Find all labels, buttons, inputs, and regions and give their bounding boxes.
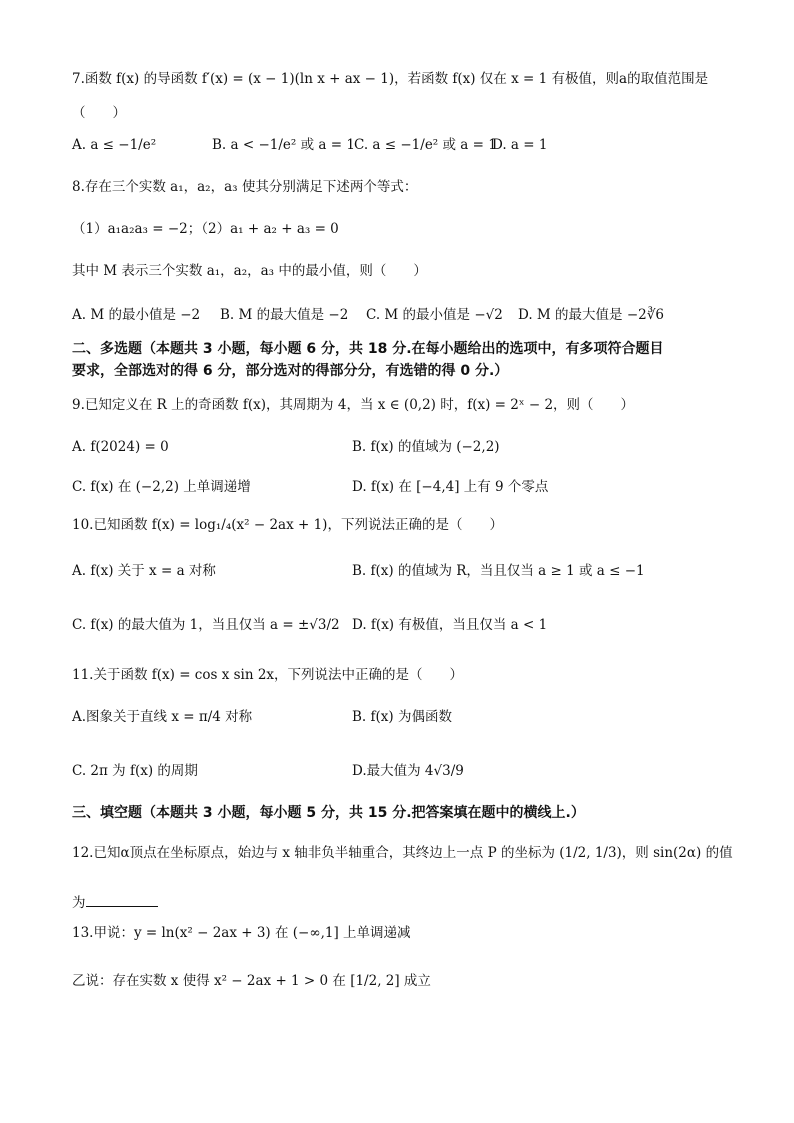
q8-desc: 其中 M 表示三个实数 a₁，a₂，a₃ 中的最小值，则（ ） bbox=[72, 263, 427, 279]
q10-option-a: A. f(x) 关于 x = a 对称 bbox=[72, 563, 216, 579]
q11-option-b: B. f(x) 为偶函数 bbox=[352, 709, 452, 725]
q12-answer-blank[interactable] bbox=[86, 892, 158, 907]
q11-option-a: A.图象关于直线 x = π/4 对称 bbox=[72, 709, 253, 725]
section-3-heading: 三、填空题（本题共 3 小题，每小题 5 分，共 15 分.把答案填在题中的横线上.） bbox=[72, 805, 585, 821]
q12-stem: 12.已知α顶点在坐标原点，始边与 x 轴非负半轴重合，其终边上一点 P 的坐标为 (1/2, 1/3)，则 sin(2α) 的值 bbox=[72, 845, 733, 861]
q11-option-c: C. 2π 为 f(x) 的周期 bbox=[72, 763, 198, 779]
q9-option-d: D. f(x) 在 [−4,4] 上有 9 个零点 bbox=[352, 479, 549, 495]
q13-jia: 13.甲说：y = ln(x² − 2ax + 3) 在 (−∞,1] 上单调递减 bbox=[72, 925, 411, 941]
q8-option-a: A. M 的最小值是 −2 bbox=[72, 307, 201, 323]
q8-option-d: D. M 的最大值是 −2∛6 bbox=[518, 307, 664, 323]
q8-option-c: C. M 的最小值是 −√2 bbox=[366, 307, 503, 323]
q7-option-c: C. a ≤ −1/e² 或 a = 1 bbox=[354, 137, 497, 153]
q10-option-b: B. f(x) 的值域为 R，当且仅当 a ≥ 1 或 a ≤ −1 bbox=[352, 563, 645, 579]
section-2-heading-cont: 要求，全部选对的得 6 分，部分选对的得部分分，有选错的得 0 分.） bbox=[72, 363, 509, 379]
q11-option-d: D.最大值为 4√3/9 bbox=[352, 763, 464, 779]
q12-cont-text: 为 bbox=[72, 895, 86, 911]
q10-option-c: C. f(x) 的最大值为 1，当且仅当 a = ±√3/2 bbox=[72, 617, 340, 633]
q8-stem: 8.存在三个实数 a₁，a₂，a₃ 使其分别满足下述两个等式： bbox=[72, 179, 418, 195]
q9-option-a: A. f(2024) = 0 bbox=[72, 439, 169, 455]
q7-paren: （ ） bbox=[72, 105, 126, 121]
section-2-heading: 二、多选题（本题共 3 小题，每小题 6 分，共 18 分.在每小题给出的选项中，有多项符合题目 bbox=[72, 341, 664, 357]
q12-cont bbox=[72, 892, 158, 913]
q8-option-b: B. M 的最大值是 −2 bbox=[220, 307, 349, 323]
q7-option-d: D. a = 1 bbox=[492, 137, 548, 153]
q10-stem: 10.已知函数 f(x) = log₁/₄(x² − 2ax + 1)，下列说法正确的是（ ） bbox=[72, 517, 503, 533]
q7-option-b: B. a < −1/e² 或 a = 1 bbox=[212, 137, 355, 153]
q7-stem: 7.函数 f(x) 的导函数 f′(x) = (x − 1)(ln x + ax − 1)，若函数 f(x) 仅在 x = 1 有极值，则a的取值范围是 bbox=[72, 71, 709, 87]
q11-stem: 11.关于函数 f(x) = cos x sin 2x，下列说法中正确的是（ ） bbox=[72, 667, 464, 683]
q10-option-d: D. f(x) 有极值，当且仅当 a < 1 bbox=[352, 617, 548, 633]
q8-conditions: （1）a₁a₂a₃ = −2；（2）a₁ + a₂ + a₃ = 0 bbox=[72, 221, 339, 237]
q9-option-c: C. f(x) 在 (−2,2) 上单调递增 bbox=[72, 479, 251, 495]
q13-yi: 乙说：存在实数 x 使得 x² − 2ax + 1 > 0 在 [1/2, 2] 成立 bbox=[72, 973, 431, 989]
q9-option-b: B. f(x) 的值域为 (−2,2) bbox=[352, 439, 500, 455]
q9-stem: 9.已知定义在 R 上的奇函数 f(x)，其周期为 4，当 x ∈ (0,2) 时，f(x) = 2ˣ − 2，则（ ） bbox=[72, 397, 635, 413]
q7-option-a: A. a ≤ −1/e² bbox=[72, 137, 157, 153]
